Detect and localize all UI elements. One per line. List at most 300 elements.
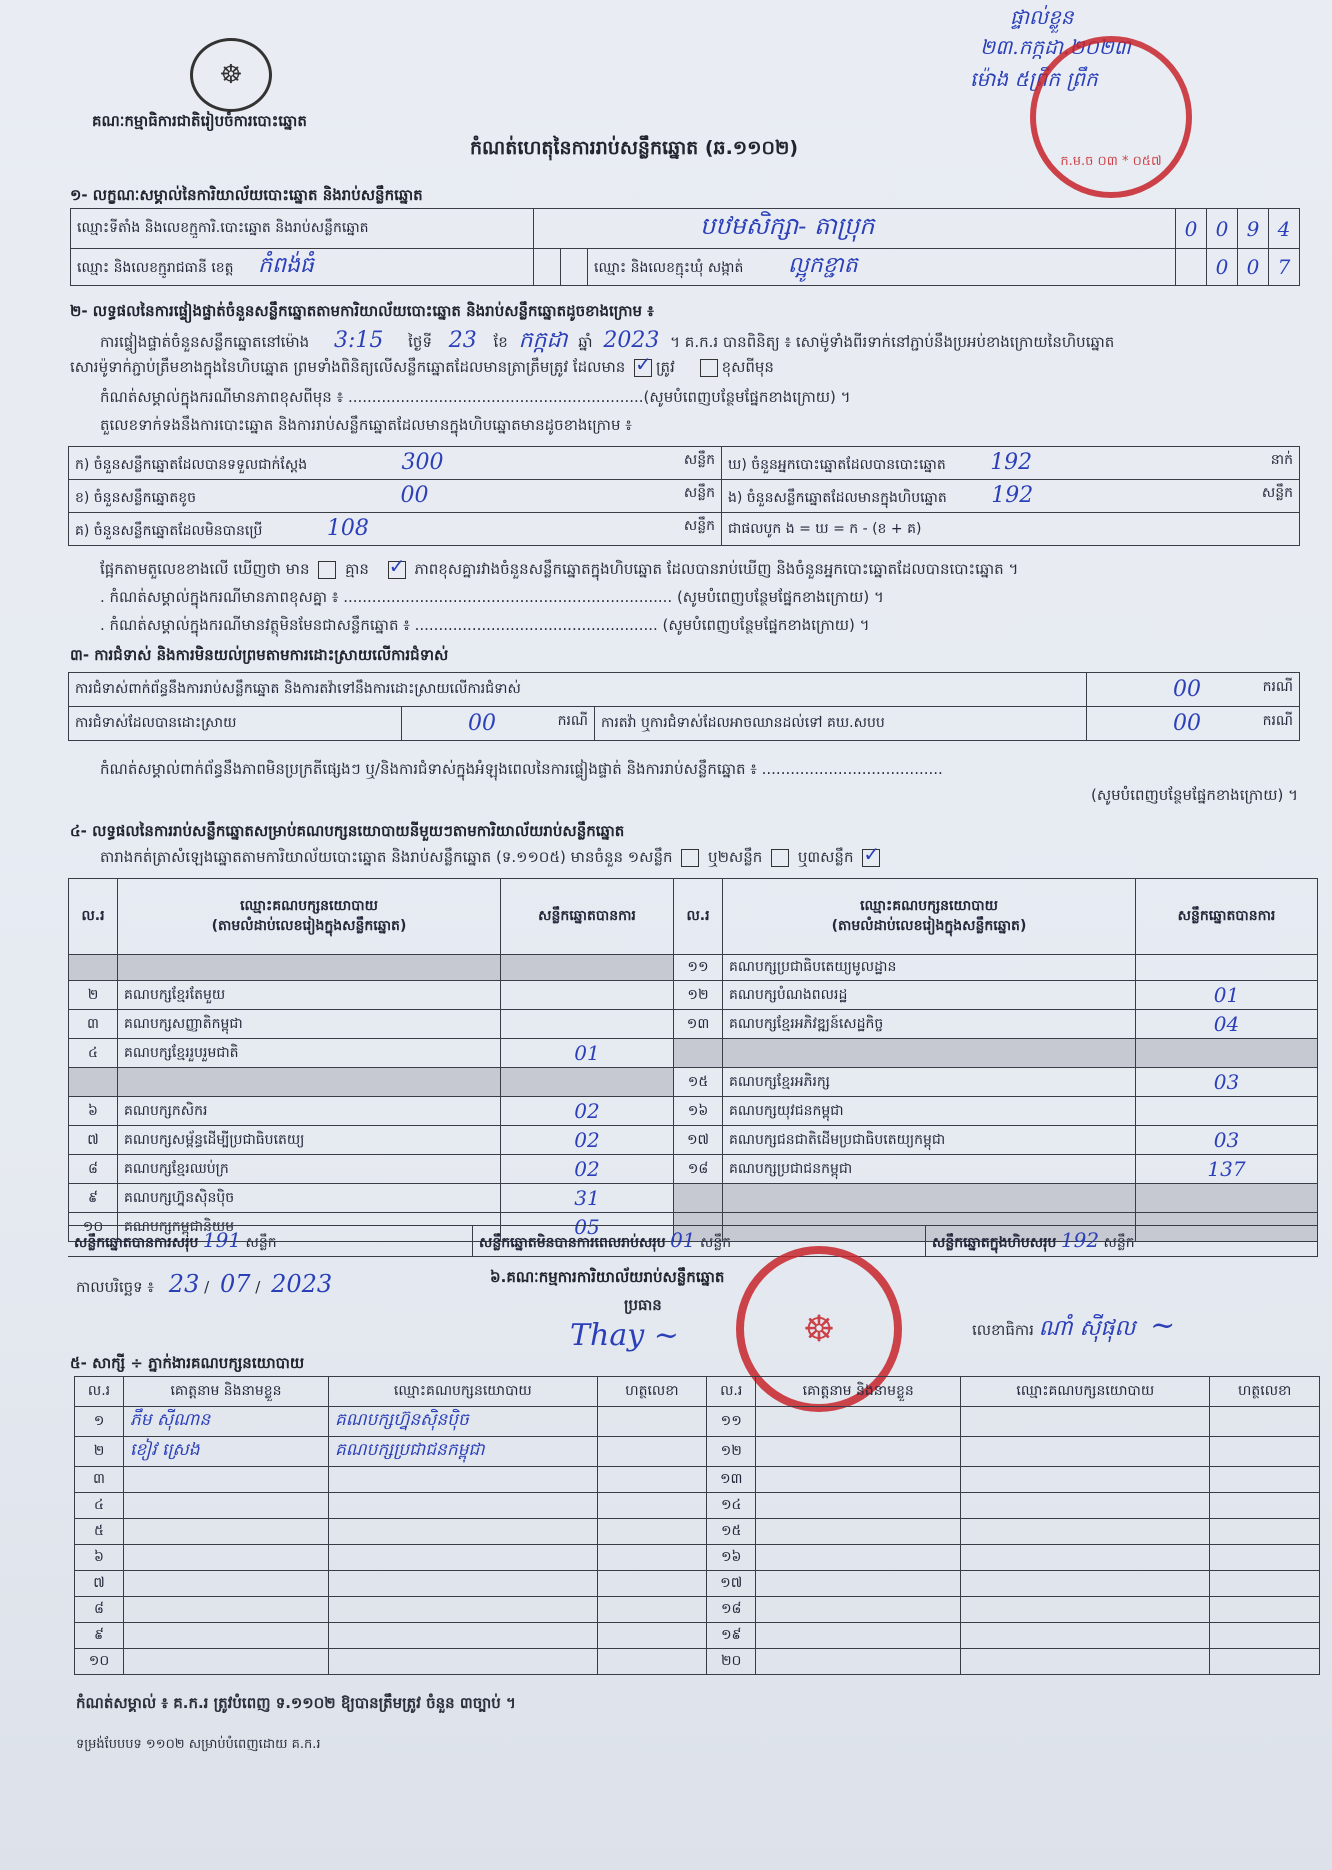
result-row [69,955,1318,981]
counts-table [68,446,1300,546]
witness-signature [597,1545,707,1571]
col-party-right-title: ឈ្មោះគណបក្សនយោបាយ [860,897,998,914]
tally-2-sheet-label: ឬ២សន្លឹក [708,848,763,866]
verify-line-2-text: សោរម៉ូទាក់ភ្ជាប់ត្រឹមខាងក្នុងនៃហិបឆ្នោត ព្រមទាំងពិនិត្យលើសន្លឹកឆ្នោតដែលមានត្រាត្រឹមត្រូវ ដែលមាន [70,358,626,376]
tally-3-sheet-checkbox[interactable] [862,849,880,867]
count-unused-unit: សន្លឹក [683,518,715,534]
total-box-label: សន្លឹកឆ្នោតក្នុងហិបសរុប [932,1235,1057,1251]
witness-signature [1210,1649,1320,1675]
witness-party [329,1623,598,1649]
diff-none-label: គ្មាន [345,560,369,578]
verify-day-label: ថ្ងៃទី [408,333,432,351]
tally-1-sheet-checkbox[interactable] [681,849,699,867]
witness-name [756,1545,961,1571]
witness-party [961,1623,1210,1649]
witness-row [75,1407,1320,1437]
signoff-chair: ប្រធាន [624,1296,662,1314]
witness-party [961,1467,1210,1493]
witness-party [329,1649,598,1675]
witness-party [961,1597,1210,1623]
objection-resolved-label: ការជំទាស់ដែលបានដោះស្រាយ [69,707,402,741]
party-votes: 04 [1136,1010,1318,1039]
witness-number: ៣ [75,1467,124,1493]
count-voters-value: 192 [990,450,1033,475]
party-name: គណបក្សខ្មែររួបរួមជាតិ [118,1039,501,1068]
witness-row [75,1623,1320,1649]
count-unused [69,513,722,546]
party-number: ១៣ [674,1010,723,1039]
objection-resolved-value [402,707,595,741]
party-votes: 01 [501,1039,674,1068]
witness-signature [597,1437,707,1467]
section-3-title: ៣- ការជំទាស់ និងការមិនយល់ព្រមតាមការដោះស្រាយលើការជំទាស់ [70,646,449,664]
party-name [723,1039,1136,1068]
witness-number: ១៣ [707,1467,756,1493]
witness-row [75,1467,1320,1493]
verify-line-3: កំណត់សម្គាល់ក្នុងករណីមានភាពខុសពីមុន ៖ ..............................................................(សូមបំពេញបន្ថែមផ្នែកខាងក្រោយ) ។ [100,388,851,406]
party-number: ១៨ [674,1155,723,1184]
handwritten-note-2: ២៣.កក្កដា.២០២៣ [980,35,1131,59]
count-in-box-unit: សន្លឹក [1261,485,1293,501]
objection-appeal-label: ការតវ៉ា ឬការជំទាស់ដែលអាចឈានដល់ទៅ គឃ.សបប [595,707,1087,741]
witness-number: ១ [75,1407,124,1437]
footer-note: កំណត់សម្គាល់ ៖ គ.ក.រ ត្រូវបំពេញ ទ.១១០២ ឱ្យបានត្រឹមត្រូវ ចំនួន ៣ច្បាប់ ។ [76,1694,516,1712]
witness-signature [1210,1623,1320,1649]
witness-row [75,1649,1320,1675]
verify-time-label: ការផ្ទៀងផ្ទាត់ចំនួនសន្លឹកឆ្នោតនៅម៉ោង [100,333,310,351]
witness-number: ២០ [707,1649,756,1675]
commune-digit-0 [1176,249,1207,286]
total-valid-unit: សន្លឹក [245,1235,277,1251]
witness-name [124,1493,329,1519]
party-votes [1136,1184,1318,1213]
blank-cell-2 [561,249,588,286]
col-party-left [118,879,501,955]
witness-name [756,1407,961,1437]
witness-col-header: គោត្តនាម និងនាមខ្លួន [756,1377,961,1407]
committee-name: គណៈកម្មាធិការជាតិរៀបចំការបោះឆ្នោត [92,112,307,130]
party-votes: 05 [501,1213,674,1242]
total-box-value: 192 [1060,1228,1100,1252]
witness-name: ខៀវ ស្រេង [124,1437,329,1467]
tally-2-sheet-checkbox[interactable] [771,849,789,867]
location-digit-1: 0 [1176,209,1207,249]
objection-row-1-number: 00 [1173,677,1201,702]
diff-line [100,560,1018,582]
verify-year: 2023 [603,328,660,353]
diff-text: ភាពខុសគ្នារវាងចំនួនសន្លឹកឆ្នោតក្នុងហិបឆ្នោត ដែលបានរាប់ឃើញ និងចំនួនអ្នកបោះឆ្នោតដែលបានបោះឆ្នោត ។ [414,560,1019,578]
witness-name [124,1519,329,1545]
witness-col-header: ឈ្មោះគណបក្សនយោបាយ [961,1377,1210,1407]
witness-table [74,1376,1320,1675]
result-row [69,1184,1318,1213]
witness-body [75,1407,1320,1675]
witness-number: ១០ [75,1649,124,1675]
count-unused-label: គ) ចំនួនសន្លឹកឆ្នោតដែលមិនបានប្រើ [75,523,263,539]
commune-label: ឈ្មោះ និងលេខក្មុះឃុំ សង្កាត់ [594,260,744,276]
province-value: កំពង់ធំ [258,253,314,278]
col-no-left: ល.រ [69,879,118,955]
total-valid-value: 191 [202,1228,242,1252]
witness-row [75,1571,1320,1597]
witness-signature [597,1493,707,1519]
different-checkbox[interactable] [700,359,718,377]
party-name: គណបក្សខ្មែរឈប់ក្រ [118,1155,501,1184]
witness-party [329,1545,598,1571]
witness-col-header: ល.រ [707,1377,756,1407]
count-spoiled-value: 00 [400,483,429,508]
party-number: ៣ [69,1010,118,1039]
count-received [69,447,722,480]
witness-number: ២ [75,1437,124,1467]
objection-row-1-label: ការជំទាស់ពាក់ព័ន្ធនឹងការរាប់សន្លឹកឆ្នោត និងការតវ៉ាទៅនឹងការដោះស្រាយលើការជំទាស់ [69,673,1087,707]
witness-name [756,1623,961,1649]
witness-signature [1210,1467,1320,1493]
result-row [69,1097,1318,1126]
party-number: ៩ [69,1184,118,1213]
party-number: ១៥ [674,1068,723,1097]
secretary-line [972,1308,1175,1346]
province-cell [71,249,534,286]
witness-signature [597,1597,707,1623]
party-number: ១៧ [674,1126,723,1155]
objection-resolved-unit: ករណី [557,713,588,729]
total-box-cell [926,1226,1318,1257]
party-votes: 01 [1136,981,1318,1010]
witness-name: ភឹម សុីណាន [124,1407,329,1437]
witness-col-header: គោត្តនាម និងនាមខ្លួន [124,1377,329,1407]
irregularity-note-end: (សូមបំពេញបន្ថែមផ្នែកខាងក្រោយ) ។ [1091,786,1298,804]
objection-row-1-value [1087,673,1300,707]
witness-head [75,1377,1320,1407]
witness-party: គណបក្សហ្វ៊ុនស៊ិនប៉ិច [329,1407,598,1437]
results-table [68,878,1318,1242]
count-in-box-value: 192 [991,483,1034,508]
nec-logo: ☸ [190,38,272,112]
party-number [674,1039,723,1068]
witness-row [75,1597,1320,1623]
witness-party [961,1649,1210,1675]
irregularity-note: កំណត់សម្គាល់ពាក់ព័ន្ធនឹងភាពមិនប្រក្រតីផ្សេងៗ ឬ/និងការជំទាស់ក្នុងអំឡុងពេលនៃការផ្ទៀងផ្ទាត់ និងការរាប់សន្លឹកឆ្នោត ៖ ...................................... [100,760,943,778]
count-in-box-label: ង) ចំនួនសន្លឹកឆ្នោតដែលមានក្នុងហិបឆ្នោត [728,490,947,506]
witness-party [329,1571,598,1597]
blank-cell-1 [534,249,561,286]
commune-digit-2: 0 [1238,249,1269,286]
commune-cell [588,249,1176,286]
count-received-label: ក) ចំនួនសន្លឹកឆ្នោតដែលបានទទួលជាក់ស្តែង [75,457,308,473]
date-label: កាលបរិច្ឆេទ ៖ [76,1278,155,1296]
section-1-title: ១- លក្ខណៈសម្គាល់នៃការិយាល័យបោះឆ្នោត និងរាប់សន្លឹកឆ្នោត [70,186,423,204]
party-number: ១១ [674,955,723,981]
witness-number: ១៧ [707,1571,756,1597]
location-value-text: បឋមសិក្សា- តាប្រុក [700,212,875,240]
verify-year-label: ឆ្នាំ [578,333,593,351]
location-digit-2: 0 [1207,209,1238,249]
party-votes [1136,955,1318,981]
verify-line-1 [100,326,1114,358]
witness-col-header: ឈ្មោះគណបក្សនយោបាយ [329,1377,598,1407]
party-name: គណបក្សយុវជនកម្ពុជា [723,1097,1136,1126]
total-invalid-label: សន្លឹកឆ្នោតមិនបានការពេលរាប់សរុប [479,1235,666,1251]
verify-month-label: ខែ [493,333,508,351]
count-formula: ជាផលបូក ង = ឃ = ក - (ខ + គ) [722,513,1300,546]
total-valid-cell [68,1226,473,1257]
witness-number: ១២ [707,1437,756,1467]
party-number: ៨ [69,1155,118,1184]
party-name [118,1068,501,1097]
page-title: កំណត់ហេតុនៃការរាប់សន្លឹកឆ្នោត (ឆ.១១០២) [470,137,799,159]
party-votes: 02 [501,1126,674,1155]
count-in-box [722,480,1300,513]
witness-name [756,1597,961,1623]
diff-note-1: . កំណត់សម្គាល់ក្នុងករណីមានភាពខុសគ្នា ៖ ..................................................................... (សូមបំពេញបន្ថែមផ្នែកខាងក្រោយ) ។ [100,588,884,606]
count-received-value: 300 [401,450,444,475]
witness-name [756,1649,961,1675]
party-name [118,955,501,981]
party-votes: 137 [1136,1155,1318,1184]
correct-label: ត្រូវ [656,358,675,376]
witness-signature [1210,1437,1320,1467]
date-month: 07 [219,1270,251,1298]
party-name: គណបក្សជនជាតិដើមប្រជាធិបតេយ្យកម្ពុជា [723,1126,1136,1155]
col-party-right [723,879,1136,955]
witness-row [75,1493,1320,1519]
objection-appeal-value [1087,707,1300,741]
witness-number: ១៨ [707,1597,756,1623]
party-number: ៦ [69,1097,118,1126]
diff-intro: ផ្អែកតាមតួលេខខាងលើ ឃើញថា មាន [100,560,310,578]
party-number: ១២ [674,981,723,1010]
party-votes: 02 [501,1155,674,1184]
section-2-title: ២- លទ្ធផលនៃការផ្ទៀងផ្ទាត់ចំនួនសន្លឹកឆ្នោតតាមការិយាល័យបោះឆ្នោត និងរាប់សន្លឹកឆ្នោតដូចខាងក្រោម ៖ [70,302,654,320]
party-votes: 02 [501,1097,674,1126]
party-number: ២ [69,981,118,1010]
col-party-right-sub: (តាមលំដាប់លេខរៀងក្នុងសន្លឹកឆ្នោត) [831,917,1027,934]
party-votes: 31 [501,1184,674,1213]
col-votes-right: សន្លឹកឆ្នោតបានការ [1136,879,1318,955]
location-label: ឈ្មោះទីតាំង និងលេខក្មួការិ.បោះឆ្នោត និងរាប់សន្លឹកឆ្នោត [71,209,534,249]
result-row [69,981,1318,1010]
section-1-table [70,208,1300,286]
objection-row-1-unit: ករណី [1262,679,1293,695]
diff-note-2: . កំណត់សម្គាល់ក្នុងករណីមានវត្ថុមិនមែនជាសន្លឹកឆ្នោត ៖ ................................................... (សូមបំពេញបន្ថែមផ្នែកខាងក្រោយ) ។ [100,616,870,634]
party-name: គណបក្សសម្ព័ន្ធដើម្បីប្រជាធិបតេយ្យ [118,1126,501,1155]
count-voters-unit: នាក់ [1270,452,1293,468]
party-votes [501,981,674,1010]
total-valid-label: សន្លឹកឆ្នោតបានការសរុប [74,1235,199,1251]
total-invalid-unit: សន្លឹក [699,1235,732,1251]
verify-line-4: តួលេខទាក់ទងនឹងការបោះឆ្នោត និងការរាប់សន្លឹកឆ្នោតដែលមានក្នុងហិបឆ្នោតមានដូចខាងក្រោម ៖ [100,416,632,434]
party-votes: 03 [1136,1126,1318,1155]
party-number: ៤ [69,1039,118,1068]
total-invalid-cell [473,1226,926,1257]
handwritten-note-1: ផ្ទាល់ខ្លួន [1010,5,1074,29]
official-stamp-top [1030,36,1192,198]
correct-checkbox[interactable] [634,359,652,377]
count-voters-label: ឃ) ចំនួនអ្នកបោះឆ្នោតដែលបានបោះឆ្នោត [728,457,946,473]
result-row [69,1068,1318,1097]
date-year: 2023 [271,1270,333,1298]
witness-party [961,1545,1210,1571]
tally-3-sheet-label: ឬ៣សន្លឹក [797,848,854,866]
witness-name [124,1623,329,1649]
result-row [69,1039,1318,1068]
witness-number: ១១ [707,1407,756,1437]
col-votes-left: សន្លឹកឆ្នោតបានការ [501,879,674,955]
witness-name [124,1649,329,1675]
stamp-bottom-emblem: ☸ [802,1308,836,1350]
witness-number: ៦ [75,1545,124,1571]
count-spoiled-unit: សន្លឹក [683,485,715,501]
signoff-committee: ៦.គណៈកម្មការការិយាល័យរាប់សន្លឹកឆ្នោត [490,1268,725,1286]
verify-time: 3:15 [333,328,384,353]
tally-sheet-text: តារាងកត់ត្រាសំឡេងឆ្នោតតាមការិយាល័យបោះឆ្នោត និងរាប់សន្លឹកឆ្នោត (ទ.១១០៥) មានចំនួន ១សន្លឹក [100,848,673,866]
witness-party [961,1519,1210,1545]
witness-signature [597,1571,707,1597]
result-row [69,1155,1318,1184]
commune-digit-1: 0 [1207,249,1238,286]
party-votes [1136,1039,1318,1068]
witness-signature [1210,1519,1320,1545]
witness-signature [597,1623,707,1649]
result-row [69,1010,1318,1039]
witness-name [124,1545,329,1571]
party-number [69,955,118,981]
witness-number: ៧ [75,1571,124,1597]
party-number: ១០ [69,1213,118,1242]
province-label: ឈ្មោះ និងលេខក្មូរាជធានី ខេត្ត [77,260,234,276]
witness-name [756,1493,961,1519]
date-day: 23 [168,1270,200,1298]
party-name: គណបក្សប្រជាធិបតេយ្យមូលដ្ឋាន [723,955,1136,981]
witness-name [124,1571,329,1597]
secretary-name: ណាំ ស៊ីផុល [1038,1316,1136,1341]
diff-none-checkbox[interactable] [388,561,406,579]
witness-number: ១៥ [707,1519,756,1545]
witness-number: ៥ [75,1519,124,1545]
count-unused-value: 108 [326,516,369,541]
witness-signature [1210,1545,1320,1571]
witness-party [961,1407,1210,1437]
location-digit-3: 9 [1238,209,1269,249]
results-totals [68,1225,1318,1257]
secretary-label: លេខាធិការ [972,1321,1034,1339]
party-name: គណបក្សសញ្ញាតិកម្ពុជា [118,1010,501,1039]
objections-table [68,672,1300,741]
witness-number: ៤ [75,1493,124,1519]
party-name [723,1184,1136,1213]
witness-name [756,1467,961,1493]
party-name: គណបក្សប្រជាជនកម្ពុជា [723,1155,1136,1184]
result-row [69,1126,1318,1155]
witness-party [961,1571,1210,1597]
section-4-title: ៤- លទ្ធផលនៃការរាប់សន្លឹកឆ្នោតសម្រាប់គណបក្សនយោបាយនីមួយៗតាមការិយាល័យរាប់សន្លឹកឆ្នោត [70,822,625,840]
witness-party [329,1493,598,1519]
party-number: ១៦ [674,1097,723,1126]
col-party-left-title: ឈ្មោះគណបក្សនយោបាយ [240,897,378,914]
witness-party [961,1493,1210,1519]
party-name: គណបក្សកម្ពុជានិយម [118,1213,501,1242]
party-votes: 03 [1136,1068,1318,1097]
witness-row [75,1545,1320,1571]
party-name: គណបក្សខ្មែរតែមួយ [118,981,501,1010]
objection-appeal-number: 00 [1173,711,1201,736]
verify-rest: ។ គ.ក.រ បានពិនិត្យ ៖ សោម៉ូទាំងពីរទាក់នៅភ្ជាប់នឹងប្រអប់ខាងក្រោយនៃហិបឆ្នោត [670,333,1115,351]
witness-number: ១៩ [707,1623,756,1649]
results-body [69,955,1318,1242]
witness-party [329,1597,598,1623]
witness-signature [597,1467,707,1493]
witness-signature [1210,1493,1320,1519]
verify-line-2 [70,358,774,380]
witness-signature [597,1407,707,1437]
witness-name [756,1571,961,1597]
handwritten-note-3: ម៉ោង ៥ព្រឹក ព្រឹក [970,67,1098,91]
witness-name [124,1597,329,1623]
total-box-unit: សន្លឹក [1103,1235,1135,1251]
witness-col-header: ហត្ថលេខា [597,1377,707,1407]
party-votes [501,1010,674,1039]
secretary-signature: ~ [1150,1308,1176,1343]
witness-signature [597,1649,707,1675]
party-name: គណបក្សកសិករ [118,1097,501,1126]
location-digit-4: 4 [1269,209,1300,249]
count-received-unit: សន្លឹក [683,452,715,468]
witness-col-header: ល.រ [75,1377,124,1407]
witness-name [756,1437,961,1467]
tally-sheet-line [100,848,884,870]
footer-form-code: ទម្រង់បែបបទ ១១០២ សម្រាប់បំពេញដោយ គ.ក.រ [76,1737,321,1752]
witness-party: គណបក្សប្រជាជនកម្ពុជា [329,1437,598,1467]
witness-number: ១៤ [707,1493,756,1519]
verify-day: 23 [448,328,477,353]
witness-col-header: ហត្ថលេខា [1210,1377,1320,1407]
different-label: ខុសពីមុន [721,358,774,376]
party-votes [1136,1097,1318,1126]
witness-number: ១៦ [707,1545,756,1571]
witness-name [756,1519,961,1545]
commune-value: ល្អូកខ្ជាត [787,253,858,278]
witness-signature [1210,1597,1320,1623]
signoff-date: កាលបរិច្ឆេទ ៖ 23 / 07 / 2023 [76,1270,333,1298]
count-spoiled-label: ខ) ចំនួនសន្លឹកឆ្នោតខូច [75,490,196,506]
commune-digit-3: 7 [1269,249,1300,286]
section-5-title: ៥- សាក្សី ÷ ភ្នាក់ងារគណបក្សនយោបាយ [70,1354,305,1372]
party-name: គណបក្សហ្វ៊ុនស៊ិនប៉ិច [118,1184,501,1213]
diff-yes-checkbox[interactable] [318,561,336,579]
total-invalid-value: 01 [670,1228,696,1252]
party-name: គណបក្សខ្មែរអភិវឌ្ឍន៍សេដ្ឋកិច្ច [723,1010,1136,1039]
count-spoiled [69,480,722,513]
witness-party [961,1437,1210,1467]
stamp-top-text: ក.ម.ច ០៣ * ០៥៧ [1060,153,1162,169]
witness-signature [1210,1571,1320,1597]
witness-number: ៨ [75,1597,124,1623]
witness-row [75,1519,1320,1545]
chair-signature: Thay ~ [570,1318,679,1353]
party-number [69,1068,118,1097]
witness-signature [1210,1407,1320,1437]
witness-party [329,1467,598,1493]
party-number [674,1184,723,1213]
party-number: ៧ [69,1126,118,1155]
party-name: គណបក្សខ្មែរអភិរក្ស [723,1068,1136,1097]
witness-number: ៩ [75,1623,124,1649]
verify-month: កក្កដា [518,328,568,353]
objection-appeal-unit: ករណី [1262,713,1293,729]
party-votes [501,955,674,981]
witness-name [124,1467,329,1493]
